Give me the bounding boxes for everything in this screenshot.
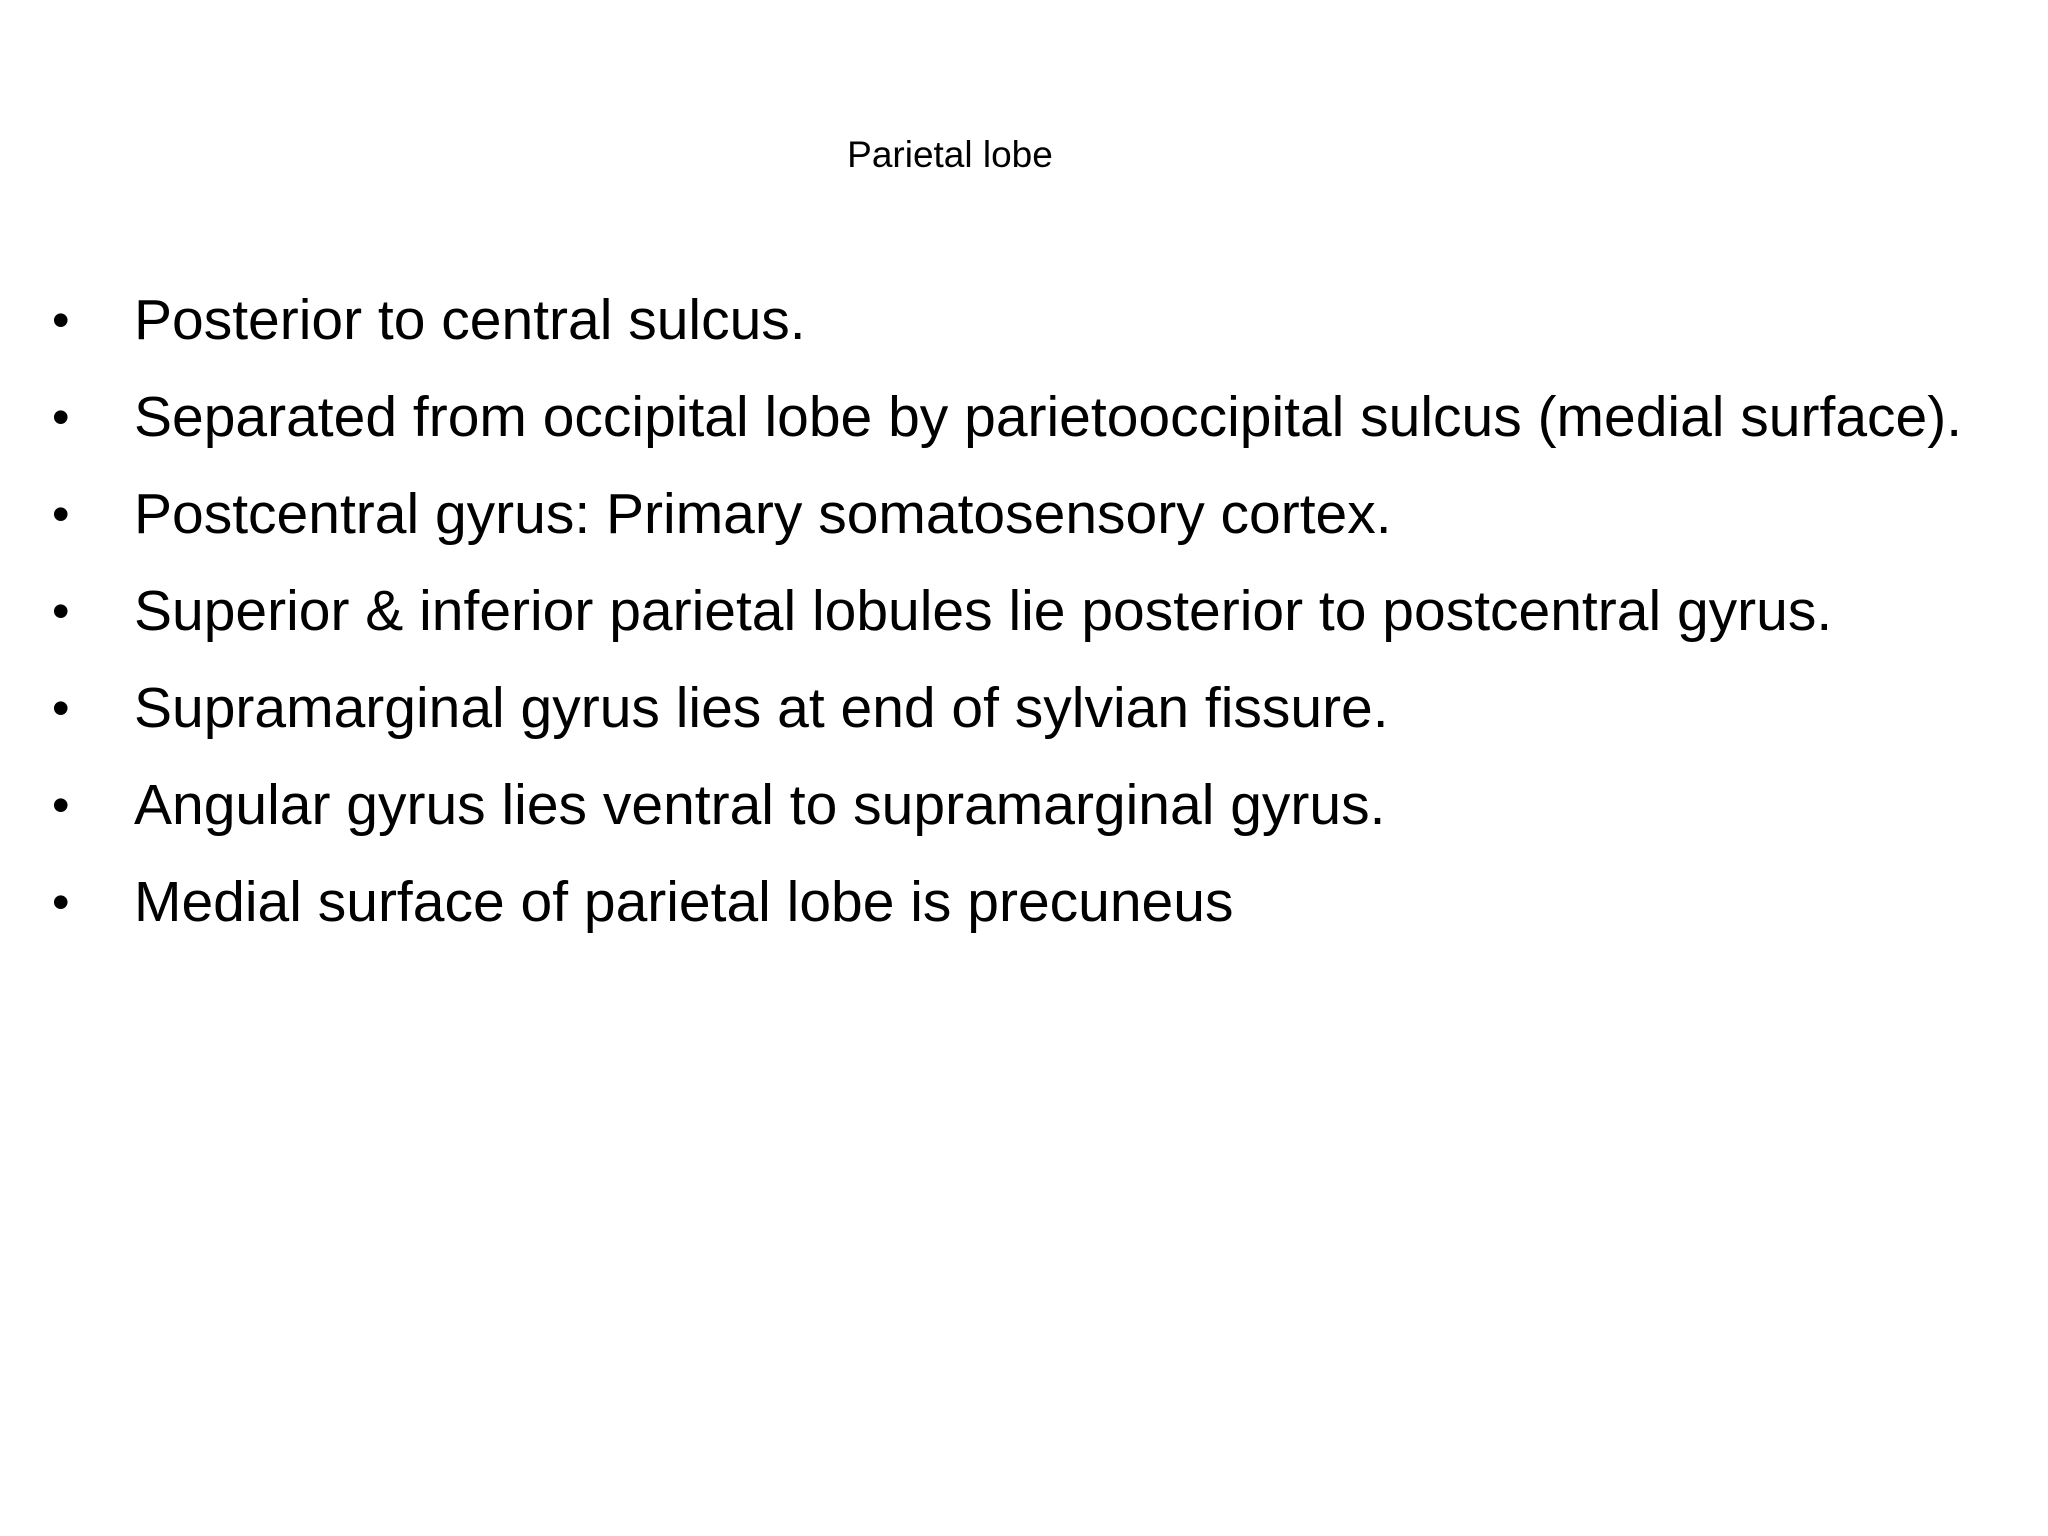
bullet-item [52,278,2002,362]
bullet-item [52,763,2002,847]
bullet-dot-icon: • [52,777,70,833]
bullet-item [52,472,2002,556]
bullet-dot-icon: • [52,486,70,542]
bullet-dot-icon: • [52,583,70,639]
bullet-text: Posterior to central sulcus. [134,288,806,352]
slide-title: Parietal lobe [847,134,1053,175]
bullet-text: Supramarginal gyrus lies at end of sylvian fissure. [134,676,1389,740]
bullet-text: Superior & inferior parietal lobules lie posterior to postcentral gyrus. [134,579,1833,643]
bullet-dot-icon: • [52,292,70,348]
bullet-text: Medial surface of parietal lobe is precuneus [134,870,1234,934]
bullet-text: Angular gyrus lies ventral to supramarginal gyrus. [134,773,1386,837]
bullet-item [52,375,2002,459]
bullet-list [52,278,2002,957]
bullet-item [52,666,2002,750]
bullet-item [52,569,2002,653]
bullet-item [52,860,2002,944]
bullet-dot-icon: • [52,389,70,445]
bullet-dot-icon: • [52,874,70,930]
bullet-dot-icon: • [52,680,70,736]
bullet-text: Separated from occipital lobe by parietooccipital sulcus (medial surface). [134,385,1963,449]
bullet-text: Postcentral gyrus: Primary somatosensory cortex. [134,482,1392,546]
